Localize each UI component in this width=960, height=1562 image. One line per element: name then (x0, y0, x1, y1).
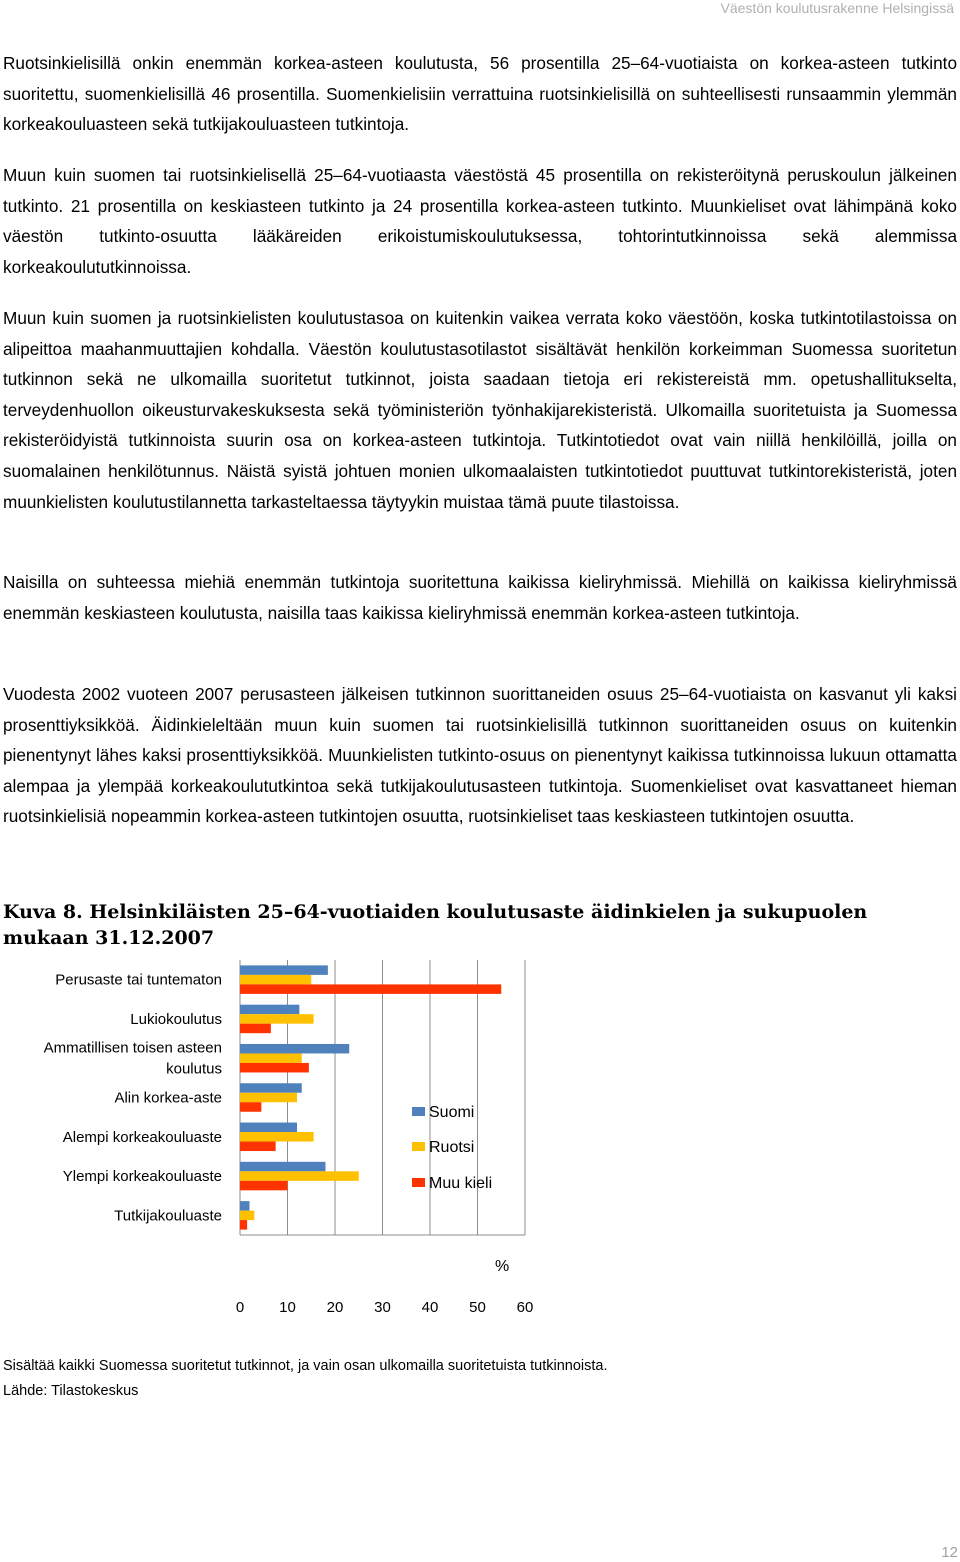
category-label: Tutkijakouluaste (114, 1207, 222, 1225)
paragraph-1: Ruotsinkielisillä onkin enemmän korkea-asteen koulutusta, 56 prosentilla 25–64-vuotiaista on korkea-asteen tutkinto suoritettu, suomenkielisillä 46 prosentilla. Suomenkielisiin verrattuina ruotsinkielisillä on suhteellisesti runsaammin ylemmän korkeakouluasteen sekä tutkijakouluasteen tutkintoja. (3, 53, 957, 135)
legend-swatch (412, 1178, 425, 1187)
bar-muu-kieli (240, 1063, 309, 1073)
running-header: Väestön koulutusrakenne Helsingissä (720, 0, 954, 16)
legend-label: Muu kieli (429, 1175, 493, 1192)
bar-ruotsi (240, 1171, 359, 1181)
bar-suomi (240, 1044, 349, 1054)
bar-ruotsi (240, 1093, 297, 1103)
paragraph-3: Muun kuin suomen ja ruotsinkielisten koulutustasoa on kuitenkin vaikea verrata koko väestöön, koska tutkintotilastoissa on alipeittoa maahanmuuttajien kohdalla. Väestön koulutustasotilastot sisältävät henkilön korkeimman Suomessa suoritetun tutkinnon sekä ne ulkomailla suoritetut tutkinnot, joista saadaan tietoja eri rekistereistä mm. opetushallitukselta, terveydenhuollon oikeusturvakeskuksesta sekä työministeriön työnhakijarekisteristä. Ulkomailla suoritetuista ja Suomessa rekisteröidyistä tutkinnoista suurin osa on korkea-asteen tutkintoja. Tutkintotiedot ovat vain niillä henkilöillä, joilla on suomalainen henkilötunnus. Näistä syistä johtuen monien ulkomaalaisten tutkintotiedot puuttuvat tutkintorekisteristä, joten muunkielisten koulutustilannetta tarkasteltaessa täytyykin muistaa tämä puute tilastoissa. (3, 308, 957, 512)
bar-suomi (240, 1123, 297, 1133)
page-number: 12 (941, 1544, 958, 1561)
bar-muu-kieli (240, 1181, 288, 1191)
bar-muu-kieli (240, 1024, 271, 1034)
bar-ruotsi (240, 975, 311, 985)
bar-suomi (240, 1201, 250, 1211)
bar-ruotsi (240, 1211, 254, 1221)
x-tick-label: 20 (326, 1299, 344, 1316)
bar-suomi (240, 1083, 302, 1093)
bar-ruotsi (240, 1132, 314, 1142)
legend-label: Suomi (429, 1104, 475, 1121)
figure-source: Lähde: Tilastokeskus (3, 1383, 139, 1399)
category-label: Ylempi korkeakouluaste (62, 1168, 222, 1186)
paragraph-2: Muun kuin suomen tai ruotsinkielisellä 25–64-vuotiaasta väestöstä 45 prosentilla on rekisteröitynä peruskoulun jälkeinen tutkinto. 21 prosentilla on keskiasteen tutkinto ja 24 prosentilla korkea-asteen tutkinto. Muunkieliset ovat lähimpänä koko väestön tutkinto-osuutta lääkäreiden erikoistumiskoulutuksessa, tohtorintutkinnoissa sekä alemmissa korkeakoulututkinnoissa. (3, 165, 957, 277)
x-tick-label: 10 (279, 1299, 296, 1316)
figure-title: Kuva 8. Helsinkiläisten 25–64-vuotiaiden koulutusaste äidinkielen ja sukupuolen mukaan 31.12.2007 (3, 901, 868, 949)
legend-swatch (412, 1107, 425, 1116)
bar-muu-kieli (240, 984, 501, 994)
category-label: Lukiokoulutus (130, 1010, 222, 1028)
x-tick-label: 60 (516, 1299, 534, 1316)
x-tick-label: 40 (421, 1299, 439, 1316)
bar-suomi (240, 965, 328, 975)
x-tick-label: 50 (469, 1299, 486, 1316)
paragraph-5: Vuodesta 2002 vuoteen 2007 perusasteen jälkeisen tutkinnon suorittaneiden osuus 25–64-vuotiaista on kasvanut yli kaksi prosenttiyksikköä. Äidinkieleltään muun kuin suomen tai ruotsinkielisillä tutkinnon suorittaneiden osuus on kuitenkin pienentynyt lähes kaksi prosenttiyksikköä. Muunkielisten tutkinto-osuus on pienentynyt kaikissa tutkinnoissa lukuun ottamatta alempaa ja ylempää korkeakoulututkintoa sekä tutkijakoulutusasteen tutkintoja. Suomenkieliset ovat kasvattaneet hieman ruotsinkielisiä nopeammin korkea-asteen tutkintojen osuutta, ruotsinkieliset taas keskiasteen tutkintojen osuutta. (3, 684, 957, 827)
figure-note: Sisältää kaikki Suomessa suoritetut tutkinnot, ja vain osan ulkomailla suoritetuista tutkinnoista. (3, 1358, 608, 1374)
legend-swatch (412, 1142, 425, 1151)
paragraph-4: Naisilla on suhteessa miehiä enemmän tutkintoja suoritettuna kaikissa kieliryhmissä. Miehillä on kaikissa kieliryhmissä enemmän keskiasteen koulutusta, naisilla taas kaikissa kieliryhmissä enemmän korkea-asteen tutkintoja. (3, 572, 957, 623)
x-tick-label: 0 (235, 1299, 245, 1316)
bar-suomi (240, 1005, 299, 1015)
bar-ruotsi (240, 1053, 302, 1063)
bar-muu-kieli (240, 1142, 276, 1152)
bar-muu-kieli (240, 1102, 261, 1112)
category-label: Alin korkea-aste (114, 1089, 222, 1107)
category-label: Perusaste tai tuntematon (55, 971, 222, 989)
bar-chart (0, 955, 960, 1325)
bar-suomi (240, 1162, 326, 1172)
category-label: Alempi korkeakouluaste (62, 1128, 222, 1146)
legend-label: Ruotsi (429, 1139, 475, 1156)
bar-muu-kieli (240, 1220, 247, 1230)
x-tick-label: 30 (374, 1299, 391, 1316)
category-label: koulutus (166, 1060, 222, 1078)
x-axis-label: % (495, 1258, 510, 1275)
bar-ruotsi (240, 1014, 314, 1024)
category-label: Ammatillisen toisen asteen (43, 1039, 222, 1057)
